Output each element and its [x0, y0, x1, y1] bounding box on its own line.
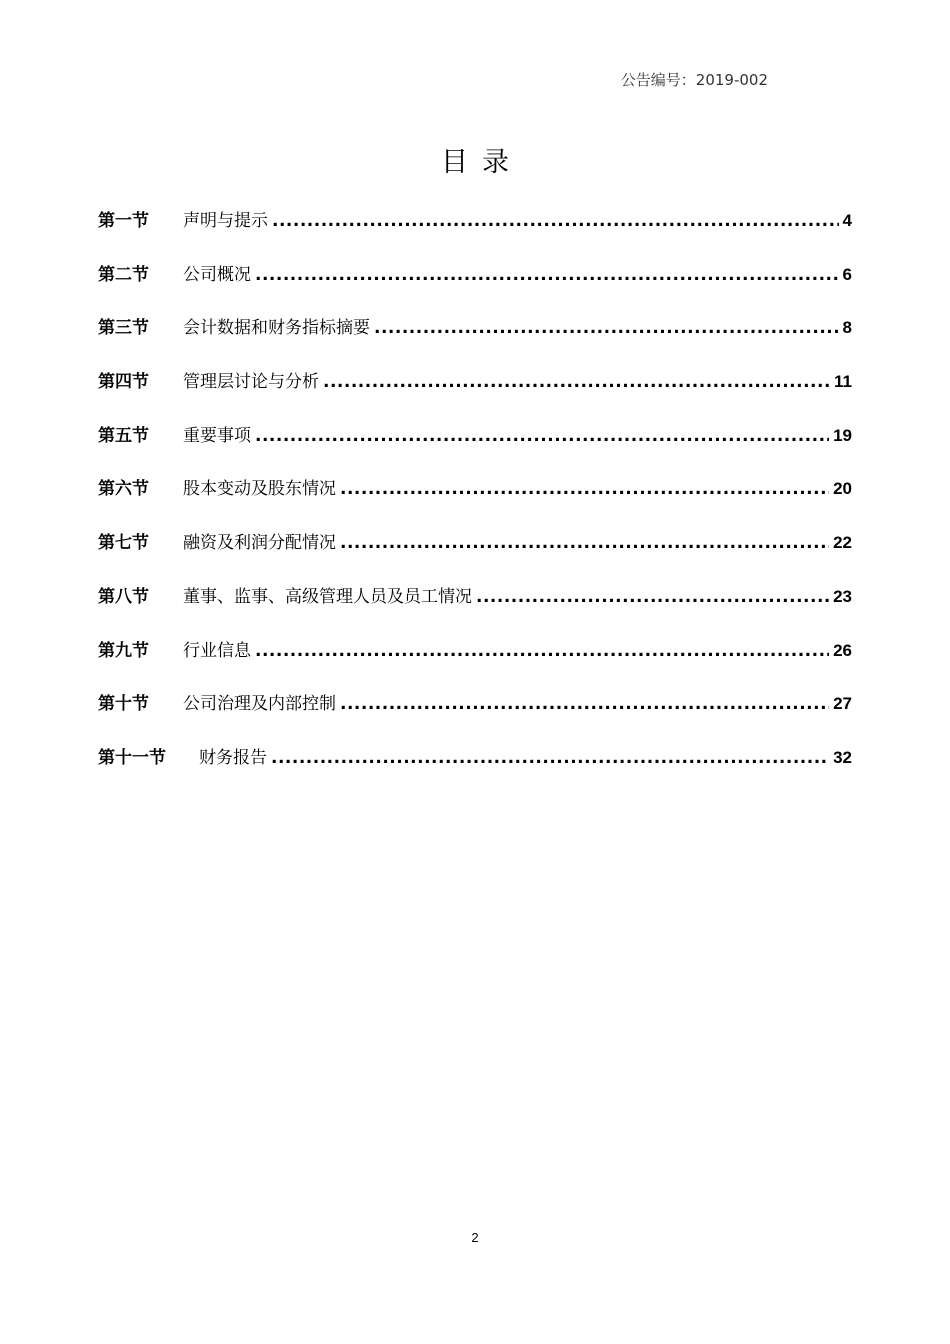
toc-section-title: 融资及利润分配情况	[183, 533, 336, 554]
toc-entry[interactable]	[98, 260, 852, 314]
toc-leader-dots	[323, 372, 830, 392]
toc-leader-dots	[374, 318, 839, 338]
toc-section-title: 重要事项	[183, 425, 251, 446]
toc-leader-dots	[340, 479, 829, 499]
toc-section-title: 行业信息	[183, 640, 251, 661]
toc-page-number: 22	[833, 533, 852, 553]
page-title: 目录	[441, 147, 523, 178]
toc-section-title: 公司治理及内部控制	[183, 694, 336, 715]
toc-section-number: 第三节	[98, 318, 149, 339]
toc-leader-dots	[255, 265, 839, 285]
toc-page-number: 27	[833, 694, 852, 714]
toc-entry[interactable]	[98, 367, 852, 421]
toc-page-number: 26	[833, 640, 852, 660]
toc-section-number: 第八节	[98, 586, 149, 607]
toc-section-number: 第十一节	[98, 747, 166, 768]
toc-entry[interactable]	[98, 474, 852, 528]
toc-page-number: 4	[842, 211, 852, 230]
toc-page-number: 23	[833, 586, 852, 606]
toc-entry[interactable]	[98, 528, 852, 582]
toc-entry[interactable]	[98, 582, 852, 636]
toc-page-number: 8	[842, 318, 852, 338]
toc-section-number: 第四节	[98, 372, 149, 393]
toc-entry[interactable]	[98, 689, 852, 743]
toc-leader-dots	[271, 748, 829, 768]
toc-leader-dots	[255, 426, 829, 446]
toc-page-number: 20	[833, 479, 852, 499]
toc-page-number: 6	[842, 264, 852, 284]
toc-section-number: 第十节	[98, 694, 149, 715]
toc-section-title: 声明与提示	[183, 211, 268, 231]
toc-entry[interactable]	[98, 421, 852, 475]
toc-section-title: 会计数据和财务指标摘要	[183, 318, 370, 339]
toc-entry[interactable]	[98, 313, 852, 367]
toc-section-title: 财务报告	[199, 747, 267, 768]
toc-page-number: 19	[833, 425, 852, 445]
toc-leader-dots	[255, 641, 829, 661]
toc-section-number: 第二节	[98, 264, 149, 285]
toc-page-number: 32	[833, 747, 852, 767]
toc-section-title: 公司概况	[183, 264, 251, 285]
toc-leader-dots	[340, 533, 829, 553]
toc-leader-dots	[476, 587, 829, 607]
toc-section-title: 管理层讨论与分析	[183, 372, 319, 393]
toc-page-number: 11	[834, 372, 852, 392]
announcement-id: 公告编号：2019-002	[620, 71, 768, 89]
toc-section-number: 第六节	[98, 479, 149, 500]
toc-section-title: 董事、监事、高级管理人员及员工情况	[183, 586, 472, 607]
toc-section-number: 第七节	[98, 533, 149, 554]
page-number: 2	[471, 1230, 479, 1245]
toc-section-number: 第五节	[98, 425, 149, 446]
toc-section-title: 股本变动及股东情况	[183, 479, 336, 500]
toc-entry[interactable]	[98, 743, 852, 797]
toc-section-number: 第一节	[98, 211, 149, 231]
toc-entry[interactable]	[98, 206, 852, 260]
toc-leader-dots	[272, 211, 839, 231]
toc-leader-dots	[340, 694, 829, 714]
toc-entry[interactable]	[98, 636, 852, 690]
toc-section-number: 第九节	[98, 640, 149, 661]
table-of-contents	[98, 206, 852, 797]
